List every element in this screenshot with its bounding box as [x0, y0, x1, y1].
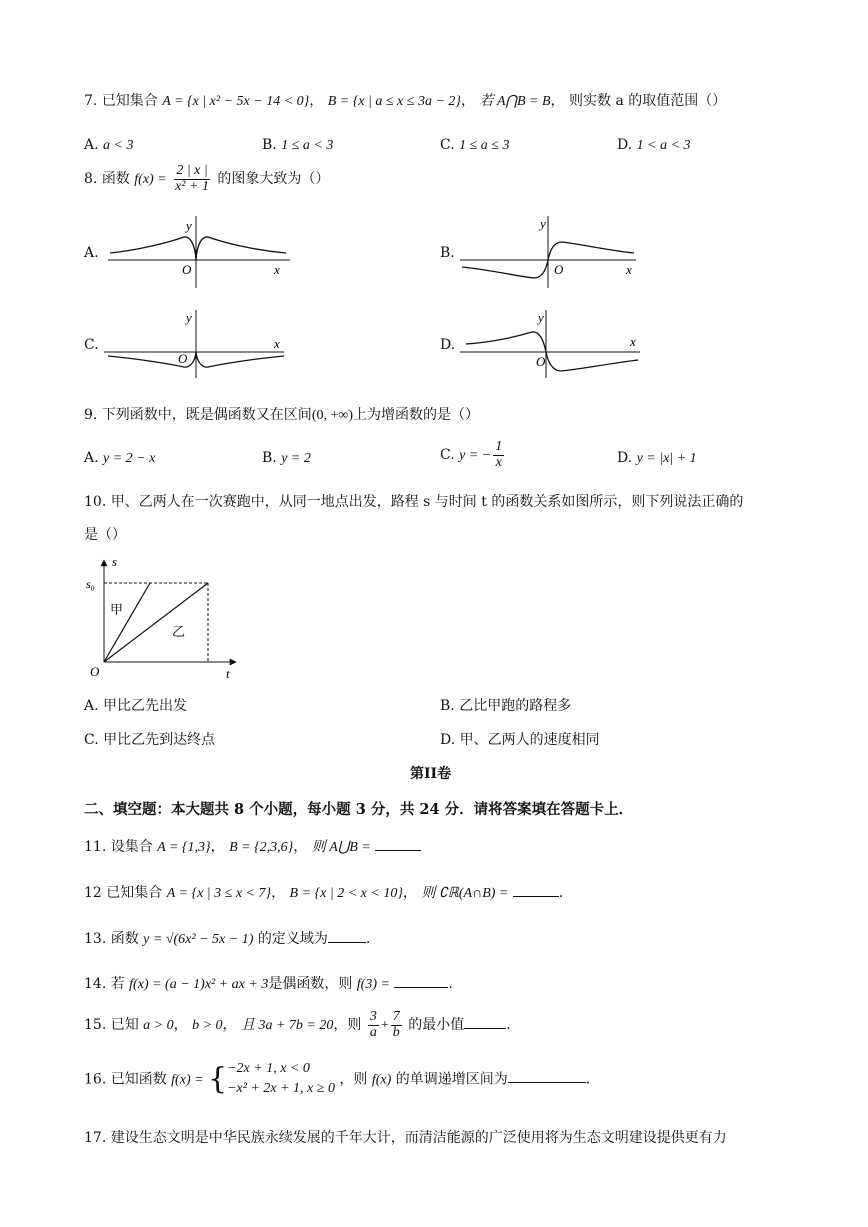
q17: 17. 建设生态文明是中华民族永续发展的千年大计，而清洁能源的广泛使用将为生态文明建设提供更有力: [84, 1130, 727, 1146]
y-label: y: [538, 310, 544, 325]
q7-option-d[interactable]: D. 1 < a < 3: [617, 137, 691, 153]
q12: 12 已知集合 A = {x | 3 ≤ x < 7}， B = {x | 2 < x < 10}， 则 ∁ℝ(A∩B) = .: [84, 885, 564, 901]
q10-option-c[interactable]: C. 甲比乙先到达终点: [84, 732, 216, 748]
jia-line: [104, 583, 150, 662]
t-label: t: [226, 666, 230, 681]
q7-tail: 则实数 a 的取值范围（）: [569, 93, 727, 109]
q14-answer-blank[interactable]: [394, 987, 448, 988]
jia-label: 甲: [110, 603, 124, 618]
q13-answer-blank[interactable]: [328, 942, 366, 943]
y-label: y: [186, 218, 192, 233]
q16: 16. 已知函数 f(x) = { −2x + 1, x < 0 −x² + 2x + 1, x ≥ 0 ，则 f(x) 的单调递增区间为 .: [84, 1061, 591, 1097]
s-label: s: [112, 554, 118, 569]
q7-set-a: A = {x | x² − 5x − 14 < 0}: [162, 94, 310, 109]
curve: [466, 332, 638, 371]
q9-stem: 9. 下列函数中，既是偶函数又在区间(0, +∞)上为增函数的是（）: [84, 407, 480, 423]
q8-option-b-label[interactable]: B.: [440, 245, 455, 261]
origin-label: O: [90, 664, 100, 679]
q10-stem-line2: 是（）: [84, 527, 126, 543]
origin-label: O: [536, 354, 546, 369]
q7-stem: 7. 已知集合 A = {x | x² − 5x − 14 < 0}， B = {x | a ≤ x ≤ 3a − 2}， 若 A⋂B = B， 则实数 a 的取值范围（）: [84, 93, 727, 109]
x-label: x: [626, 262, 632, 277]
q7-condition: 若 A⋂B = B: [479, 94, 551, 109]
q9-option-a[interactable]: A. y = 2 − x: [84, 450, 156, 466]
part2-title: 第II卷: [410, 766, 452, 782]
q8-graph-a[interactable]: [100, 212, 300, 292]
s0-label: s₀: [86, 577, 95, 591]
origin-label: O: [178, 351, 188, 366]
q8-graph-c[interactable]: [100, 306, 290, 382]
q7-option-b[interactable]: B. 1 ≤ a < 3: [262, 137, 334, 153]
y-label: y: [540, 216, 546, 231]
q9-option-d[interactable]: D. y = |x| + 1: [617, 450, 697, 466]
x-label: x: [630, 334, 636, 349]
origin-label: O: [554, 262, 564, 277]
x-label: x: [274, 262, 280, 277]
q8-func: f(x) =: [134, 172, 167, 188]
curve: [110, 237, 286, 260]
q10-graph: [84, 552, 244, 682]
q8-graph-b[interactable]: [456, 212, 646, 292]
yi-label: 乙: [172, 625, 186, 640]
q8-option-c-label[interactable]: C.: [84, 337, 99, 353]
q7-option-a[interactable]: A. a < 3: [84, 137, 134, 153]
q13: 13. 函数 y = √(6x² − 5x − 1) 的定义域为 .: [84, 931, 371, 947]
q11: 11. 设集合 A = {1,3}， B = {2,3,6}， 则 A⋃B =: [84, 836, 421, 856]
q8-fraction: $\frac{2 | x |}{\text{x² + 1}}$: [175, 163, 209, 194]
q8-stem: 8. 函数 f(x) = $\frac{2 | x |}{\text{x² + 1}}$ 的图象大致为（）: [84, 163, 330, 194]
q8-graph-d[interactable]: [456, 306, 646, 382]
q15-answer-blank[interactable]: [464, 1028, 506, 1029]
part2-heading: 二、填空题：本大题共 8 个小题，每小题 3 分，共 24 分．请将答案填在答题卡上．: [84, 801, 634, 818]
q8-option-d-label[interactable]: D.: [440, 337, 456, 353]
q7-lead: 已知集合: [101, 93, 158, 109]
origin-label: O: [182, 262, 192, 277]
y-label: y: [186, 310, 192, 325]
yi-line: [104, 583, 208, 662]
q10-option-d[interactable]: D. 甲、乙两人的速度相同: [440, 732, 600, 748]
q8-option-a-label[interactable]: A.: [84, 245, 99, 261]
q7-set-b: B = {x | a ≤ x ≤ 3a − 2}: [327, 94, 461, 109]
q15: 15. 已知 a > 0， b > 0， 且 3a + 7b = 20，则 $\frac{3}{a}$ + $\frac{7}{b}$ 的最小值 .: [84, 1009, 511, 1040]
q11-answer-blank[interactable]: [375, 850, 421, 851]
q10-option-a[interactable]: A. 甲比乙先出发: [84, 698, 188, 714]
q7-option-c[interactable]: C. 1 ≤ a ≤ 3: [440, 137, 510, 153]
q16-answer-blank[interactable]: [508, 1082, 586, 1083]
q7-number: 7.: [84, 93, 98, 109]
q9-option-c[interactable]: C. y = − $\frac{1}{x}$: [440, 439, 503, 470]
q10-option-b[interactable]: B. 乙比甲跑的路程多: [440, 698, 572, 714]
q9-interval: (0, +∞): [311, 408, 354, 423]
x-label: x: [274, 336, 280, 351]
q9-option-b[interactable]: B. y = 2: [262, 450, 311, 466]
q14: 14. 若 f(x) = (a − 1)x² + ax + 3是偶函数，则 f(3) = .: [84, 976, 453, 992]
q10-stem-line1: 10. 甲、乙两人在一次赛跑中，从同一地点出发，路程 s 与时间 t 的函数关系如图所示，则下列说法正确的: [84, 494, 744, 510]
q12-answer-blank[interactable]: [513, 896, 559, 897]
